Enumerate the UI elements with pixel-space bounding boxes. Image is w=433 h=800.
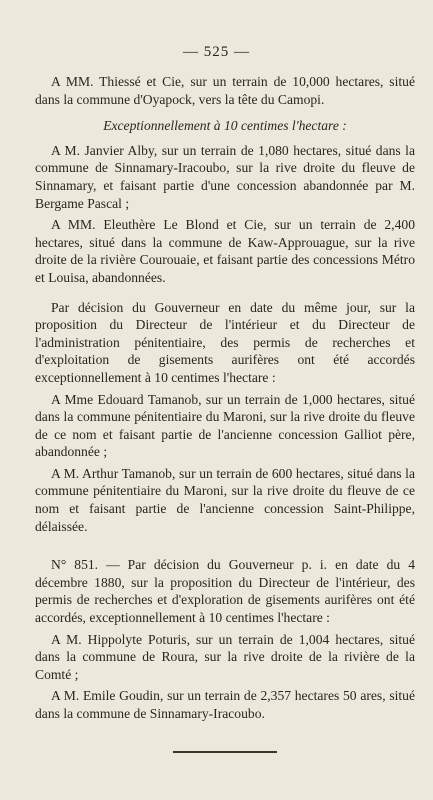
end-rule (173, 751, 277, 753)
page-body (35, 73, 415, 753)
page-number: — 525 — (183, 44, 250, 60)
paragraph-edouard-tamanob: A Mme Edouard Tamanob, sur un terrain de 1,000 hectares, situé dans la commune pénitentiaire du Maroni, sur la rive droite du fleuve de ce nom et faisant partie de l'ancienne concession Galliot père, abandonnée ; (35, 391, 415, 460)
paragraph-poturis: A M. Hippolyte Poturis, sur un terrain de 1,004 hectares, situé dans la commune de Roura, sur la rive droite de la rivière de la Comté ; (35, 631, 415, 682)
paragraph-decision: Par décision du Gouverneur en date du même jour, sur la proposition du Directeur de l'intérieur et du Directeur de l'administration pénitentiaire, des permis de recherches et d'exploitation de gisements aurifères ont été accordés exceptionnellement à 10 centimes l'hectare : (35, 299, 415, 385)
paragraph-decision-851: N° 851. — Par décision du Gouverneur p. i. en date du 4 décembre 1880, sur la proposition du Directeur de l'intérieur, des permis de recherches et d'exploration de gisements aurifères ont été accordés, exceptionnellement à 10 centimes l'hectare : (35, 557, 415, 626)
paragraph-thiesse: A MM. Thiessé et Cie, sur un terrain de 10,000 hectares, situé dans la commune d'Oyapock, vers la tête du Camopi. (35, 74, 415, 107)
paragraph-goudin: A M. Emile Goudin, sur un terrain de 2,357 hectares 50 ares, situé dans la commune de Sinnamary-Iracoubo. (35, 688, 415, 721)
section-heading: Exceptionnellement à 10 centimes l'hectare : (103, 118, 347, 134)
paragraph-arthur-tamanob: A M. Arthur Tamanob, sur un terrain de 600 hectares, situé dans la commune pénitentiaire du Maroni, sur la rive droite du fleuve de ce nom et faisant partie de l'ancienne concession Saint-Philippe, délaissée. (35, 465, 415, 534)
paragraph-le-blond: A MM. Eleuthère Le Blond et Cie, sur un terrain de 2,400 hectares, situé dans la commune de Kaw-Approuague, sur la rive droite de la rivière Courouaie, et faisant partie des concessions Métro et Louisa, abandonnées. (35, 217, 415, 285)
paragraph-alby: A M. Janvier Alby, sur un terrain de 1,080 hectares, situé dans la commune de Sinnamary-Iracoubo, sur la rive droite du fleuve de Sinnamary, et faisant partie d'une concession abandonnée par M. Bergame Pascal ; (35, 142, 415, 211)
